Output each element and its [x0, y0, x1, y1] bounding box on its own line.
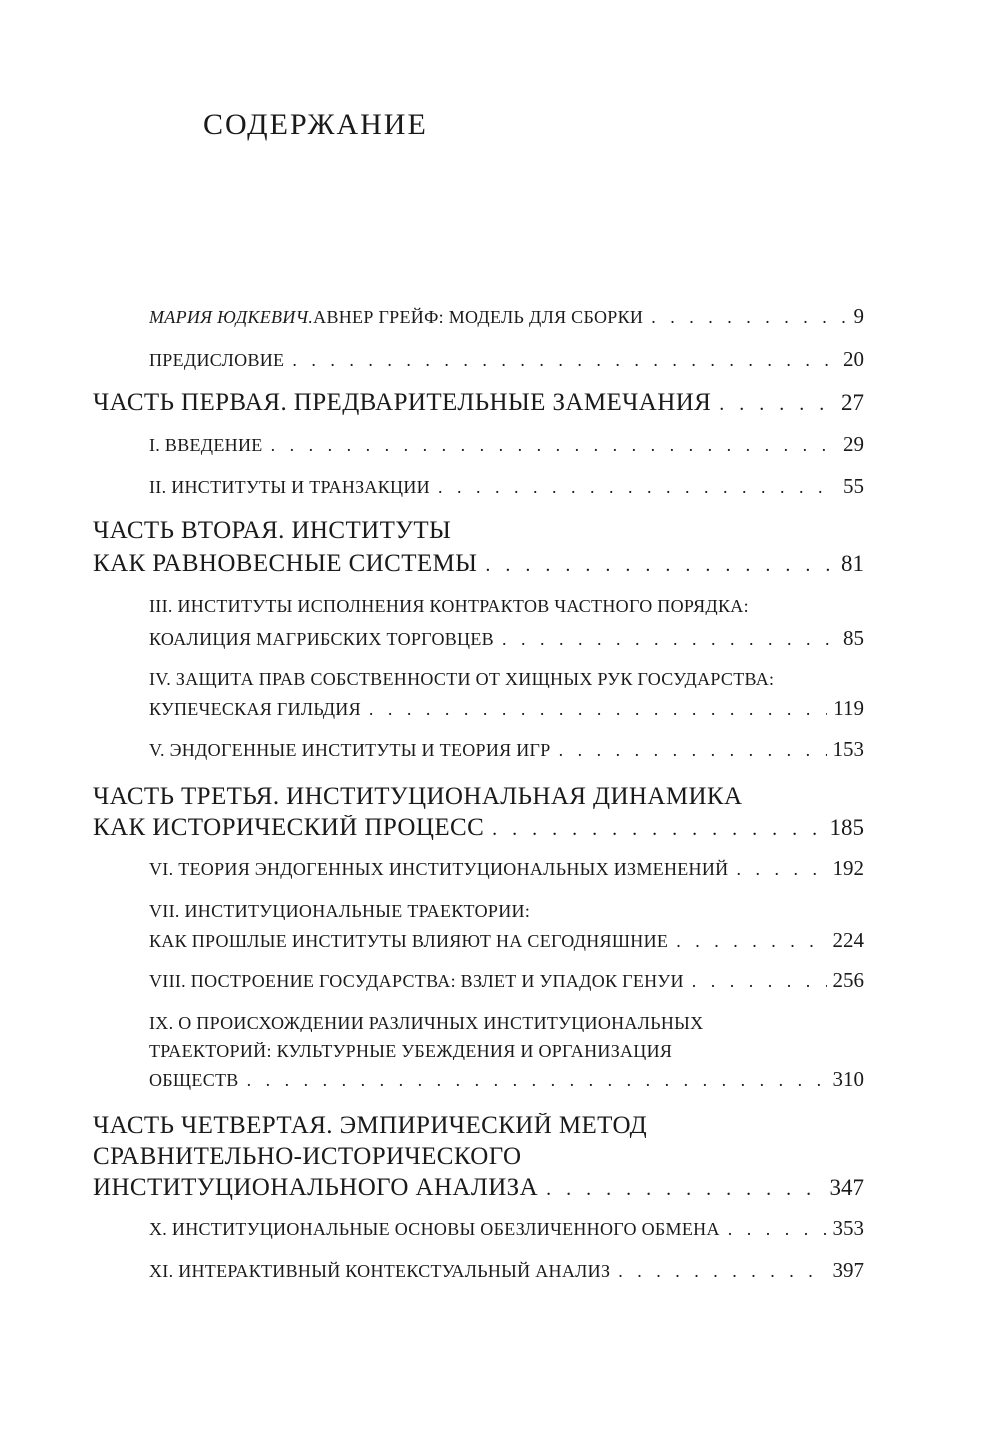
- toc-entry-title: КУПЕЧЕСКАЯ ГИЛЬДИЯ: [149, 699, 361, 719]
- toc-chapter-8[interactable]: [149, 970, 864, 991]
- toc-chapter-4-line-1[interactable]: [149, 670, 864, 688]
- toc-page-number: 153: [832, 739, 864, 760]
- dot-leader: [271, 436, 837, 454]
- toc-chapter-3[interactable]: [149, 628, 864, 649]
- toc-entry-title: КАК ПРОШЛЫЕ ИНСТИТУТЫ ВЛИЯЮТ НА СЕГОДНЯШНИЕ: [149, 931, 669, 951]
- toc-chapter-9-line-1[interactable]: [149, 1014, 864, 1032]
- dot-leader: [292, 351, 837, 369]
- toc-entry-foreword[interactable]: [149, 306, 864, 327]
- toc-chapter-9[interactable]: [149, 1069, 864, 1090]
- toc-chapter-10[interactable]: [149, 1218, 864, 1239]
- toc-part-title: КАК ИСТОРИЧЕСКИЙ ПРОЦЕСС: [93, 815, 485, 840]
- toc-entry-author: МАРИЯ ЮДКЕВИЧ.: [149, 307, 314, 327]
- toc-entry-title: IX. О ПРОИСХОЖДЕНИИ РАЗЛИЧНЫХ ИНСТИТУЦИОНАЛЬНЫХ: [149, 1014, 704, 1032]
- toc-part-title: ЧАСТЬ ПЕРВАЯ. ПРЕДВАРИТЕЛЬНЫЕ ЗАМЕЧАНИЯ: [93, 390, 712, 415]
- toc-page-number: 85: [843, 628, 864, 649]
- toc-entry-preface[interactable]: [149, 349, 864, 370]
- dot-leader: [546, 1179, 823, 1199]
- dot-leader: [247, 1071, 827, 1089]
- toc-part-title: ИНСТИТУЦИОНАЛЬНОГО АНАЛИЗА: [93, 1175, 539, 1200]
- toc-chapter-7-line-1[interactable]: [149, 902, 864, 920]
- toc-part-2-line-1[interactable]: [93, 518, 864, 543]
- dot-leader: [719, 394, 835, 414]
- dot-leader: [692, 972, 827, 990]
- page-title: СОДЕРЖАНИЕ: [203, 108, 428, 141]
- dot-leader: [676, 932, 826, 950]
- toc-chapter-9-line-2[interactable]: [149, 1042, 864, 1060]
- dot-leader: [559, 741, 827, 759]
- toc-page-number: 27: [841, 390, 864, 415]
- toc-page-number: 192: [832, 858, 864, 879]
- toc-part-title: КАК РАВНОВЕСНЫЕ СИСТЕМЫ: [93, 551, 478, 576]
- dot-leader: [728, 1220, 827, 1238]
- toc-part-title: СРАВНИТЕЛЬНО-ИСТОРИЧЕСКОГО: [93, 1144, 522, 1169]
- toc-page-number: 55: [843, 476, 864, 497]
- toc-chapter-3-line-1[interactable]: [149, 597, 864, 615]
- toc-entry-title: АВНЕР ГРЕЙФ: МОДЕЛЬ ДЛЯ СБОРКИ: [313, 307, 644, 327]
- toc-page-number: 353: [832, 1218, 864, 1239]
- toc-page-number: 397: [832, 1260, 864, 1281]
- toc-page-number: 81: [841, 551, 864, 576]
- toc-chapter-5[interactable]: [149, 739, 864, 760]
- toc-part-title: ЧАСТЬ ВТОРАЯ. ИНСТИТУТЫ: [93, 518, 452, 543]
- toc-chapter-1[interactable]: [149, 434, 864, 455]
- toc-part-4-line-1[interactable]: [93, 1113, 864, 1138]
- toc-chapter-4[interactable]: [149, 698, 864, 719]
- toc-chapter-2[interactable]: [149, 476, 864, 497]
- toc-chapter-6[interactable]: [149, 858, 864, 879]
- toc-entry-title: VIII. ПОСТРОЕНИЕ ГОСУДАРСТВА: ВЗЛЕТ И УПАДОК ГЕНУИ: [149, 971, 684, 991]
- toc-page-number: 185: [829, 815, 864, 840]
- toc-entry-title: II. ИНСТИТУТЫ И ТРАНЗАКЦИИ: [149, 477, 430, 497]
- toc-page-number: 256: [832, 970, 864, 991]
- toc-part-4-line-2[interactable]: [93, 1144, 864, 1169]
- toc-part-title: ЧАСТЬ ТРЕТЬЯ. ИНСТИТУЦИОНАЛЬНАЯ ДИНАМИКА: [93, 784, 743, 809]
- toc-entry-title: КОАЛИЦИЯ МАГРИБСКИХ ТОРГОВЦЕВ: [149, 629, 494, 649]
- toc-part-3[interactable]: [93, 815, 864, 840]
- toc-part-1[interactable]: [93, 390, 864, 415]
- dot-leader: [736, 860, 826, 878]
- toc-entry-title: X. ИНСТИТУЦИОНАЛЬНЫЕ ОСНОВЫ ОБЕЗЛИЧЕННОГО ОБМЕНА: [149, 1219, 720, 1239]
- toc-page-number: 29: [843, 434, 864, 455]
- dot-leader: [502, 630, 837, 648]
- toc-entry-title: VII. ИНСТИТУЦИОНАЛЬНЫЕ ТРАЕКТОРИИ:: [149, 902, 531, 920]
- toc-part-2[interactable]: [93, 551, 864, 576]
- toc-entry-title: ТРАЕКТОРИЙ: КУЛЬТУРНЫЕ УБЕЖДЕНИЯ И ОРГАНИЗАЦИЯ: [149, 1042, 673, 1060]
- dot-leader: [485, 555, 835, 575]
- toc-entry-title: ОБЩЕСТВ: [149, 1070, 239, 1090]
- toc-part-4[interactable]: [93, 1175, 864, 1200]
- dot-leader: [369, 700, 827, 718]
- toc-entry-title: XI. ИНТЕРАКТИВНЫЙ КОНТЕКСТУАЛЬНЫЙ АНАЛИЗ: [149, 1261, 611, 1281]
- toc-entry-title: V. ЭНДОГЕННЫЕ ИНСТИТУТЫ И ТЕОРИЯ ИГР: [149, 740, 551, 760]
- dot-leader: [492, 819, 823, 839]
- toc-part-title: ЧАСТЬ ЧЕТВЕРТАЯ. ЭМПИРИЧЕСКИЙ МЕТОД: [93, 1113, 648, 1138]
- toc-entry-title: VI. ТЕОРИЯ ЭНДОГЕННЫХ ИНСТИТУЦИОНАЛЬНЫХ ИЗМЕНЕНИЙ: [149, 859, 729, 879]
- toc-page-number: 347: [829, 1175, 864, 1200]
- dot-leader: [438, 478, 837, 496]
- toc-page-number: 20: [843, 349, 864, 370]
- toc-entry-title: I. ВВЕДЕНИЕ: [149, 435, 263, 455]
- toc-entry-title: IV. ЗАЩИТА ПРАВ СОБСТВЕННОСТИ ОТ ХИЩНЫХ РУК ГОСУДАРСТВА:: [149, 670, 775, 688]
- toc-entry-title: ПРЕДИСЛОВИЕ: [149, 350, 285, 370]
- toc-page-number: 119: [833, 698, 864, 719]
- dot-leader: [618, 1262, 826, 1280]
- toc-page-number: 310: [832, 1069, 864, 1090]
- toc-entry-title: III. ИНСТИТУТЫ ИСПОЛНЕНИЯ КОНТРАКТОВ ЧАСТНОГО ПОРЯДКА:: [149, 597, 749, 615]
- toc-chapter-7[interactable]: [149, 930, 864, 951]
- toc-part-3-line-1[interactable]: [93, 784, 864, 809]
- dot-leader: [651, 308, 847, 326]
- toc-page-number: 9: [853, 306, 864, 327]
- toc-chapter-11[interactable]: [149, 1260, 864, 1281]
- toc-page-number: 224: [832, 930, 864, 951]
